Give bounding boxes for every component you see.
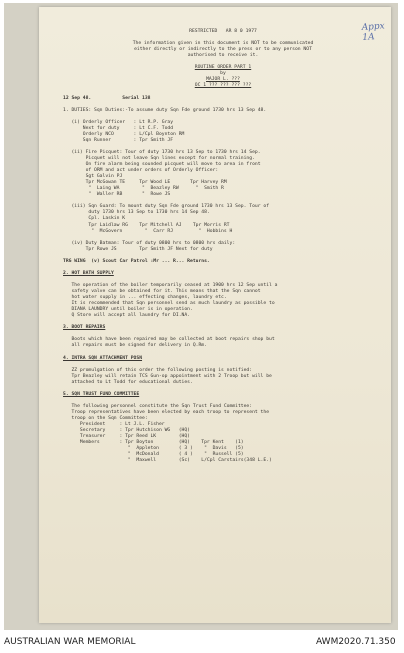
document-line: " Appleton ( 3 ) " Davis (5): [63, 446, 244, 452]
document-line: Treasurer : Tpr Reed LK (HQ): [63, 434, 190, 440]
document-line: (iv) Duty Batman: Tour of duty 0800 hrs to 0800 hrs daily:: [63, 240, 236, 246]
document-line: Cpl. Laskin K: [63, 216, 126, 222]
document-line: The information given in this document is NOT to be communicated: [132, 41, 314, 47]
document-line: The operation of the boiler temporarily ceased at 1900 hrs 12 Sep until a: [63, 282, 278, 288]
document-line: Boots which have been repaired may be collected at boot repairs shop but: [63, 337, 275, 343]
document-line: It is recommended that Sqn personnel send as much laundry as possible to: [63, 301, 275, 307]
document-line: either directly or indirectly to the press or to any person NOT: [134, 47, 312, 53]
document-line: Orderly NCO : L/Cpl Boynton RM: [63, 131, 185, 137]
document-line: " McDonald ( 4 ) " Russell (5): [63, 452, 244, 458]
document-line: attached to Lt Todd for educational duties.: [63, 379, 193, 385]
document-line: " McGovern " Carr RJ " Hobbins H: [63, 228, 233, 234]
document-line: Tpr Laidlaw RG Tpr Mitchell AJ Tpr Morris RT: [63, 222, 230, 228]
footer-institution: AUSTRALIAN WAR MEMORIAL: [4, 637, 136, 647]
document-line: " Laing WA " Beazley RW " Smith R: [63, 186, 224, 192]
document-line: OC 1 ??? ??? ??? ???: [194, 83, 252, 89]
document-line: TRG WING (v) Scout Car Patrol :Mr ... R... Returns.: [63, 258, 210, 264]
document-line: (iii) Sqn Guard: To mount duty Sqn Fde ground 1730 hrs 13 Sep. Tour of: [63, 204, 270, 210]
document-body: [63, 29, 383, 464]
document-line: duty 1730 hrs 13 Sep to 1730 hrs 14 Sep 48.: [63, 210, 210, 216]
document-line: DIANA LAUNDRY until boiler is in operation.: [63, 307, 193, 313]
document-line: ZZ promulgation of this order the following posting is notified:: [63, 367, 253, 373]
document-line: ROUTINE ORDER PART 1: [194, 65, 252, 71]
document-line: hot water supply in ... effecting changes, laundry etc.: [63, 295, 227, 301]
document-line: authorised to receive it.: [187, 53, 259, 59]
document-line: On fire alarm being sounded picquet will move to area in front: [63, 162, 261, 168]
handwritten-folio-note: Appx 1A: [361, 21, 386, 43]
document-line: (ii) Fire Picquet: Tour of duty 1730 hrs 13 Sep to 1730 hrs 14 Sep.: [63, 149, 261, 155]
document-line: Troop representatives have been elected by each troop to represent the: [63, 409, 270, 415]
document-line: Sgt Galvin PJ: [63, 174, 123, 180]
document-line: (i) Orderly Officer : Lt R.P. Gray: [63, 119, 174, 125]
document-line: Secretary : Tpr Hutchison WG (HQ): [63, 428, 190, 434]
document-line: Tpr McGowan TE Tpr Wood LE Tpr Harvey RM: [63, 180, 227, 186]
document-line: The following personnel constitute the Sqn Trust Fund Committee:: [63, 403, 253, 409]
document-line: troop on the Sqn Committee:: [63, 416, 148, 421]
document-line: President : Lt J.L. Fisher: [63, 422, 165, 428]
document-line: Q Store will accept all laundry for DI.NA.: [63, 313, 190, 319]
document-line: MAJOR L. ???: [206, 77, 240, 83]
document-line: Tpr Beazley will retain TCS Gun-op appointment with 2 Troop but will be: [63, 373, 272, 379]
document-page: [39, 7, 391, 623]
document-line: " Waller RB " Rowe JS: [63, 192, 171, 198]
document-line: by: [220, 71, 226, 77]
document-line: Tpr Rowe JS Tpr Smith JF Next for duty: [63, 246, 213, 252]
document-line: 1. DUTIES: Sqn Duties:-To assume duty Sqn Fde ground 1730 hrs 13 Sep 48.: [63, 107, 267, 113]
document-line: 2. HOT BATH SUPPLY: [63, 270, 114, 276]
document-line: " Maxwell (Sc) L/Cpl Carstairs(348 L.E.): [63, 458, 272, 464]
document-line: all repairs must be signed for delivery in Q.Rm.: [63, 343, 207, 349]
document-line: RESTRICTED AR 8 0 1977: [189, 29, 257, 34]
document-line: 5. SQN TRUST FUND COMMITTEE: [63, 391, 140, 397]
document-line: Members : Tpr Boyton (HQ) Tpr Kent (1): [63, 440, 244, 446]
document-line: Picquet will not leave Sqn lines except for normal training.: [63, 155, 255, 161]
footer-accession-number: AWM2020.71.350: [316, 637, 396, 647]
archive-footer: [0, 630, 404, 653]
scan-background: [4, 3, 398, 630]
document-line: Sqn Runner : Tpr Smith JF: [63, 137, 174, 143]
document-line: of ORM and act under orders of Orderly Officer:: [63, 168, 219, 174]
document-line: 4. INTRA SQN ATTACHMENT POSN: [63, 355, 143, 361]
document-line: 3. BOOT REPAIRS: [63, 325, 106, 331]
document-line: Next for duty : Lt C.F. Todd: [63, 125, 174, 131]
document-line: safety valve can be obtained for it. This means that the Sqn cannot: [63, 289, 261, 295]
document-line: 12 Sep 48. Serial 138: [63, 95, 151, 101]
